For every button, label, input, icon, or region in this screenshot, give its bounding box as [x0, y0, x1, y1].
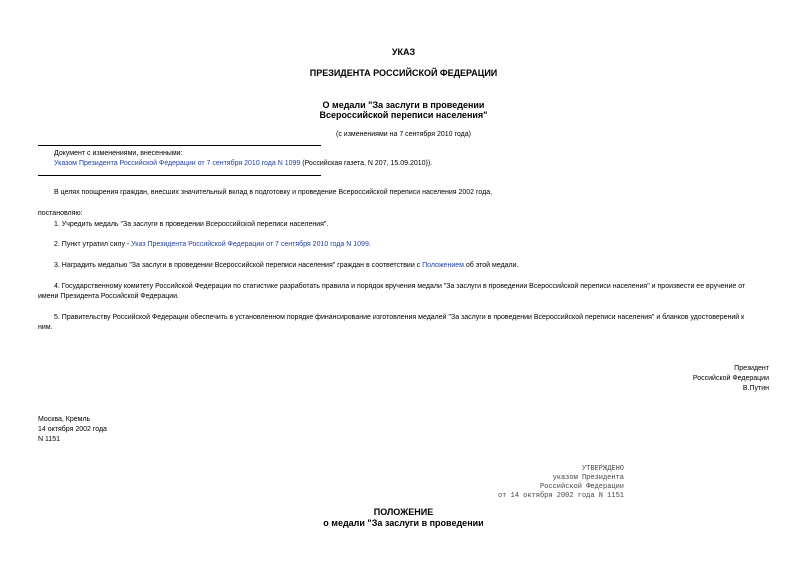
paragraph-4-line1: 4. Государственному комитету Российской Федерации по статистике разработать правила и порядок вручения медали "За заслуги в проведении Всероссийской переписи населения" и произвести ее вручение от — [54, 283, 746, 290]
approval-date: от 14 октября 2002 года N 1151 — [497, 492, 624, 500]
approval-label: УТВЕРЖДЕНО — [581, 465, 624, 473]
paragraph-5-line2: ним. — [38, 324, 53, 331]
preamble: В целях поощрения граждан, внесших значительный вклад в подготовку и проведение Всероссийской переписи населения 2002 года, — [54, 189, 493, 196]
decree-subject-line1: О медали "За заслуги в проведении — [322, 100, 485, 110]
divider-bottom — [38, 175, 321, 176]
paragraph-1: 1. Учредить медаль "За заслуги в проведении Всероссийской переписи населения". — [54, 221, 329, 228]
changes-line — [54, 159, 432, 169]
decree-subject-line2: Всероссийской переписи населения" — [319, 110, 488, 120]
paragraph-3-end: об этой медали. — [463, 262, 519, 269]
changes-intro: Документ с изменениями, внесенными: — [54, 150, 183, 157]
regulation-title: ПОЛОЖЕНИЕ — [373, 507, 434, 517]
decree-word: постановляю: — [38, 210, 83, 217]
signature-country: Российской Федерации — [692, 375, 769, 382]
approval-by: указом Президента — [552, 474, 624, 482]
signature-name: В.Путин — [742, 385, 769, 392]
changes-link[interactable]: Указом Президента Российской Федерации от 7 сентября 2010 года N 1099 — [54, 160, 301, 167]
decree-number: N 1151 — [38, 436, 61, 443]
paragraph-3-text: 3. Наградить медалью "За заслуги в проведении Всероссийской переписи населения" граждан в соответствии с — [54, 262, 423, 269]
paragraph-3 — [54, 261, 519, 271]
decree-title: УКАЗ — [391, 47, 416, 57]
signature-role: Президент — [734, 365, 769, 372]
paragraph-2-link[interactable]: Указ Президента Российской Федерации от 7 сентября 2010 года N 1099 — [131, 241, 369, 248]
paragraph-2-text: 2. Пункт утратил силу - — [54, 241, 132, 248]
paragraph-2 — [54, 240, 371, 250]
decree-issuer: ПРЕЗИДЕНТА РОССИЙСКОЙ ФЕДЕРАЦИИ — [309, 68, 498, 78]
approval-country: Российской Федерации — [539, 483, 624, 491]
date: 14 октября 2002 года — [38, 426, 107, 433]
changes-source: (Российская газета, N 207, 15.09.2010)). — [300, 160, 433, 167]
paragraph-2-end: . — [368, 241, 371, 248]
regulation-subtitle: о медали "За заслуги в проведении — [323, 518, 484, 528]
amendment-note: (с изменениями на 7 сентября 2010 года) — [336, 131, 471, 138]
paragraph-4-line2: имени Президента Российской Федерации. — [38, 293, 179, 300]
regulation-link[interactable]: Положением — [422, 262, 464, 269]
place: Москва, Кремль — [38, 416, 91, 423]
paragraph-5-line1: 5. Правительству Российской Федерации обеспечить в установленном порядке финансирование изготовления медалей "За заслуги в проведении Всероссийской переписи населения" и бланков удостоверений к — [54, 314, 745, 321]
divider-top — [38, 145, 321, 146]
